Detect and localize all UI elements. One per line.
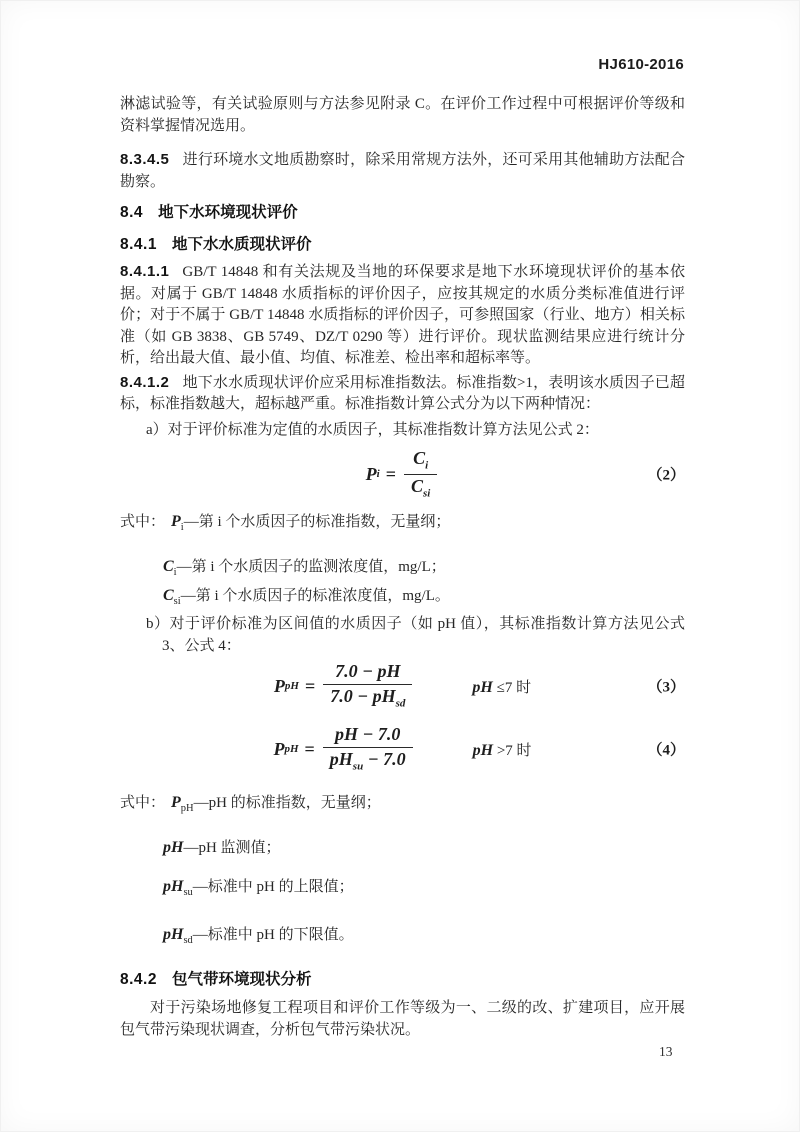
clause-text: 进行环境水文地质勘察时，除采用常规方法外，还可采用其他辅助方法配合勘察。 [120, 152, 685, 190]
denominator-tail: − 7.0 [363, 748, 406, 769]
heading-8-4-1 [120, 234, 685, 255]
clause-number: 8.4.1.1 [120, 263, 170, 280]
formula-4 [120, 722, 685, 776]
condition-text [472, 676, 531, 697]
document-content [120, 0, 685, 1041]
clause-text: 地下水水质现状评价应采用标准指数法。标准指数>1，表明该水质因子已超标，标准指数越大，超标越严重。标准指数计算公式分为以下两种情况： [120, 374, 685, 412]
denominator-sub: si [423, 487, 431, 500]
formula-lhs-sub: i [376, 468, 380, 480]
definition-text: —第 i 个水质因子的监测浓度值，mg/L； [176, 559, 446, 575]
where-definition [120, 556, 685, 584]
where-definition [120, 837, 685, 865]
heading-number: 8.4.1 [120, 236, 157, 253]
fraction [323, 723, 413, 774]
equation-4 [273, 723, 414, 774]
where-definition [120, 876, 685, 904]
formula-2 [120, 447, 685, 501]
symbol-sub: i [173, 567, 177, 578]
denominator-symbol: C [410, 475, 423, 496]
fraction-numerator [406, 447, 435, 474]
where-definition [120, 585, 685, 613]
formula-lhs: P [365, 463, 377, 484]
formula-lhs: P [273, 675, 285, 696]
symbol: C [163, 587, 174, 604]
equals-sign: = [385, 463, 396, 484]
equation-number: （3） [647, 679, 685, 696]
clause-text: GB/T 14848 和有关法规及当地的环保要求是地下水环境现状评价的基本依据。对属于 GB/T 14848 水质指标的评价因子，应按其规定的水质分类标准值进行评价；对于不属于 GB/T 14848 水质指标的评价因子，可参照国家（行业、地方）相关标准（如 GB 3838、GB 5749、DZ/T 0290 等）进行评价。现状监测结果应进行统计分析，给出最大值、最小值、均值、标准差、检出率和超标率等。 [120, 264, 685, 366]
symbol-sub: sd [183, 935, 193, 946]
heading-number: 8.4.2 [120, 971, 157, 988]
numerator-symbol: C [413, 447, 426, 468]
clause-number: 8.4.1.2 [120, 373, 170, 391]
heading-title: 地下水水质现状评价 [171, 236, 312, 253]
symbol-sub: su [183, 887, 193, 898]
where-label: 式中： [120, 795, 166, 811]
definition-text: —标准中 pH 的上限值； [192, 879, 354, 895]
equation-2 [366, 447, 440, 502]
clause-8-4-1-2 [120, 372, 685, 416]
definition-text: —第 i 个水质因子的标准浓度值，mg/L。 [180, 588, 450, 604]
symbol: pH [163, 878, 184, 895]
list-item-b: b）对于评价标准为区间值的水质因子（如 pH 值），其标准指数计算方法见公式 3、公式 4： [146, 616, 685, 654]
where-definition [120, 792, 685, 820]
page-number: 13 [659, 1044, 673, 1059]
condition-text [473, 739, 532, 760]
paragraph-8-4-2: 对于污染场地修复工程项目和评价工作等级为一、二级的改、扩建项目，应开展包气带污染现状调查，分析包气带污染状况。 [120, 1000, 685, 1038]
heading-number: 8.4 [120, 204, 144, 221]
symbol: pH [163, 839, 184, 856]
doc-code-header: HJ610-2016 [598, 56, 684, 73]
equation-3 [274, 660, 415, 711]
denominator-expression: pH [329, 748, 353, 769]
condition-variable: pH [472, 678, 493, 696]
equals-sign: = [304, 738, 315, 759]
clause-number: 8.3.4.5 [120, 151, 170, 168]
symbol-sub: si [173, 596, 181, 607]
formula-lhs: P [273, 738, 285, 759]
equation-number: （4） [647, 742, 685, 759]
where-definition [120, 924, 685, 952]
denominator-expression: 7.0 − pH [330, 685, 396, 706]
condition-rest: ≤7 时 [492, 679, 532, 696]
definition-text: —pH 的标准指数，无量纲； [193, 795, 381, 811]
symbol: P [171, 513, 181, 530]
fraction [404, 447, 437, 502]
numerator-sub: i [425, 459, 429, 472]
where-definition [120, 511, 685, 539]
denominator-sub: su [352, 760, 364, 773]
condition-rest: >7 时 [493, 742, 532, 759]
definition-text: —第 i 个水质因子的标准指数，无量纲； [183, 514, 451, 530]
formula-3 [120, 659, 685, 713]
denominator-sub: sd [395, 697, 406, 710]
heading-8-4 [120, 202, 685, 223]
symbol-sub: i [180, 522, 184, 533]
where-label: 式中： [120, 514, 166, 530]
heading-8-4-2 [120, 969, 685, 990]
fraction-denominator [323, 747, 413, 775]
symbol: P [171, 794, 181, 811]
equals-sign: = [304, 675, 316, 696]
list-item-a: a）对于评价标准为定值的水质因子，其标准指数计算方法见公式 2： [146, 421, 599, 438]
symbol: C [163, 558, 174, 575]
heading-title: 包气带环境现状分析 [171, 971, 312, 988]
formula-lhs-sub: pH [284, 743, 299, 755]
symbol-sub: pH [180, 803, 194, 814]
fraction-denominator [404, 474, 437, 502]
fraction-numerator: 7.0 − pH [335, 661, 401, 682]
clause-8-4-1-1 [120, 261, 685, 370]
paragraph-continuation: 淋滤试验等，有关试验原则与方法参见附录 C。在评价工作过程中可根据评价等级和资料掌握情况选用。 [120, 96, 685, 134]
definition-text: —pH 监测值； [183, 840, 281, 856]
condition-variable: pH [472, 741, 494, 759]
fraction-numerator: pH − 7.0 [334, 724, 401, 745]
equation-number: （2） [647, 467, 685, 484]
definition-text: —标准中 pH 的下限值。 [192, 927, 354, 943]
fraction [323, 660, 412, 711]
formula-lhs-sub: pH [284, 680, 299, 692]
symbol: pH [163, 926, 184, 943]
clause-8-3-4-5 [120, 149, 685, 193]
fraction-denominator [323, 684, 412, 712]
heading-title: 地下水环境现状评价 [158, 204, 298, 221]
